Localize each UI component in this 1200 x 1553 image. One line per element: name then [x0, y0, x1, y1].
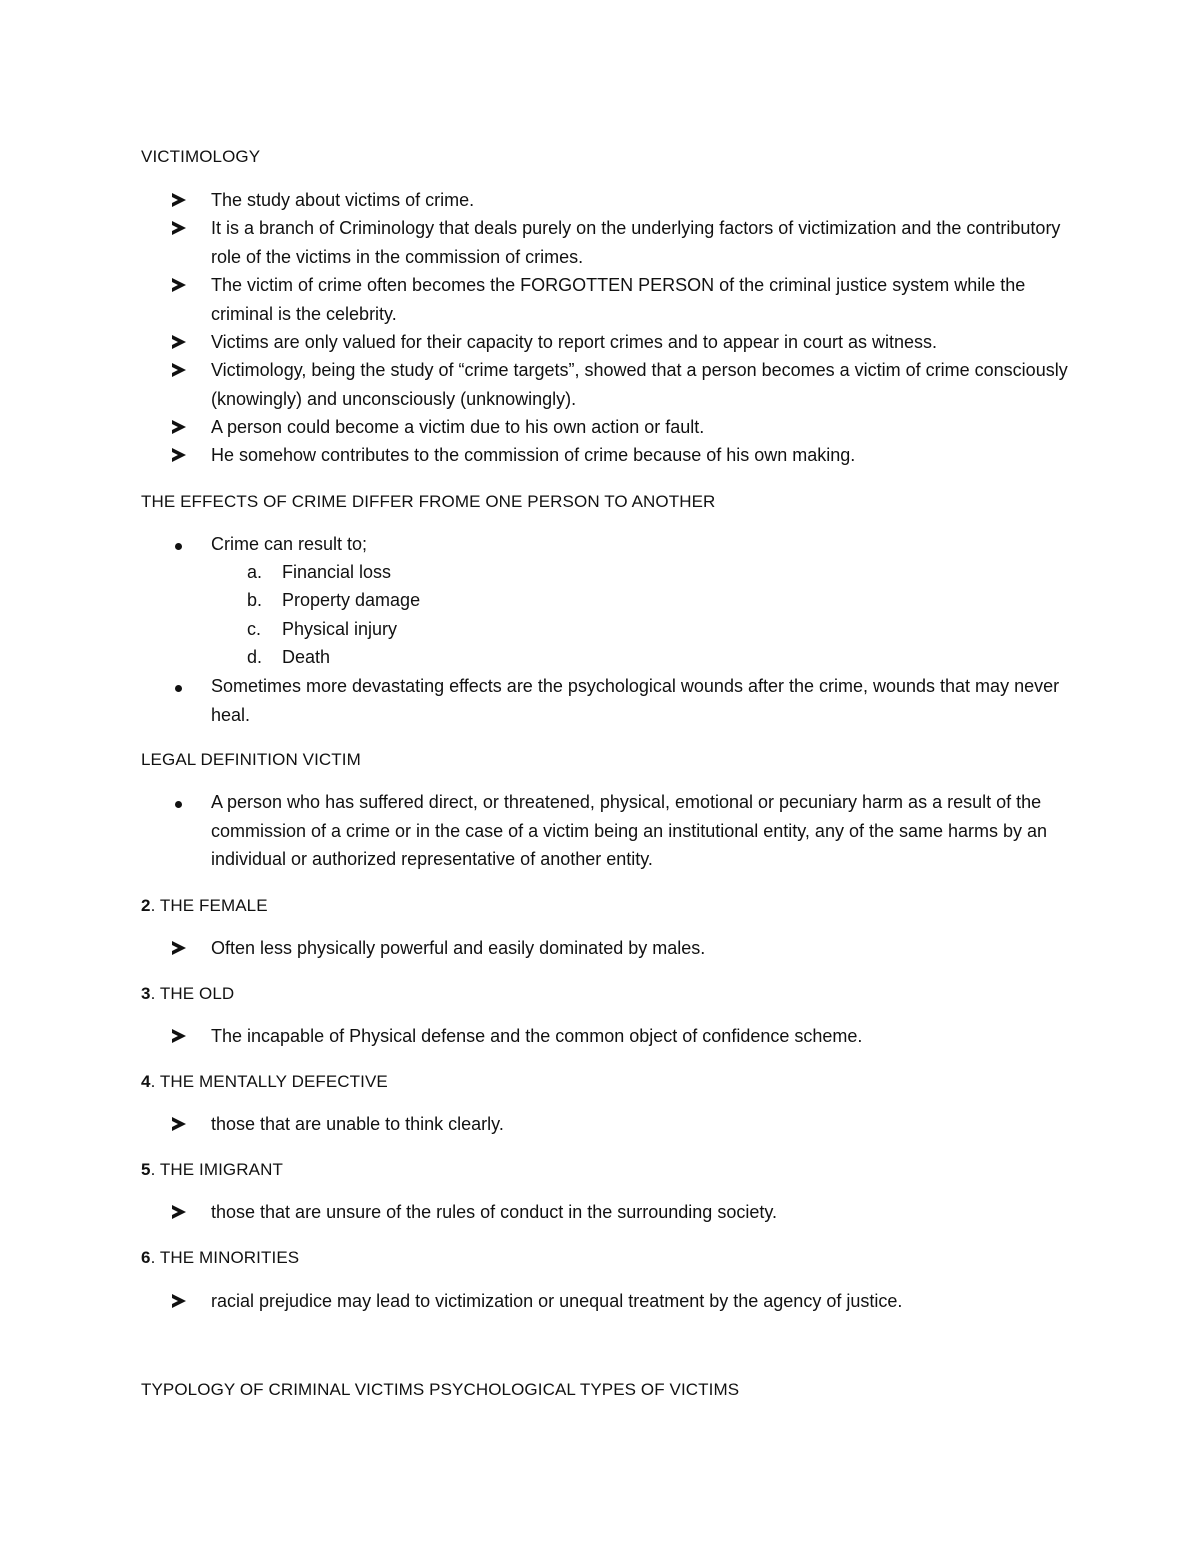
victimology-bullet: He somehow contributes to the commission of crime because of his own making.	[211, 445, 856, 465]
list-marker: b.	[247, 590, 263, 610]
immigrant-text: those that are unsure of the rules of conduct in the surrounding society.	[211, 1202, 778, 1222]
section-heading-female	[141, 896, 268, 916]
victimology-bullet: It is a branch of Criminology that deals purely on the underlying factors of victimization and the contributory role of the victims in the commission of crimes.	[211, 218, 1061, 267]
effects-intro: Crime can result to;	[211, 534, 368, 554]
section-number: 6	[141, 1248, 151, 1267]
list-marker: c.	[247, 619, 262, 639]
section-number: 5	[141, 1160, 151, 1179]
round-bullet-icon	[172, 672, 196, 701]
effects-list-item: Property damage	[282, 590, 421, 610]
arrow-bullet-icon	[172, 214, 196, 244]
round-bullet-icon	[172, 530, 196, 559]
arrow-bullet-icon	[172, 356, 196, 386]
section-title: . THE IMIGRANT	[150, 1160, 283, 1179]
section-title: . THE MINORITIES	[150, 1248, 300, 1267]
victimology-bullet: A person could become a victim due to his own action or fault.	[211, 417, 705, 437]
arrow-bullet-icon	[172, 328, 196, 358]
section-number: 4	[141, 1072, 151, 1091]
female-text: Often less physically powerful and easily dominated by males.	[211, 938, 706, 958]
arrow-bullet-icon	[172, 1198, 196, 1228]
arrow-bullet-icon	[172, 1110, 196, 1140]
arrow-bullet-icon	[172, 186, 196, 216]
section-number: 3	[141, 984, 151, 1003]
section-title: . THE FEMALE	[150, 896, 268, 915]
victimology-bullet: The study about victims of crime.	[211, 190, 475, 210]
section-title: . THE OLD	[150, 984, 235, 1003]
section-heading-effects: THE EFFECTS OF CRIME DIFFER FROME ONE PERSON TO ANOTHER	[141, 492, 716, 511]
arrow-bullet-icon	[172, 1287, 196, 1317]
arrow-bullet-icon	[172, 441, 196, 471]
arrow-bullet-icon	[172, 271, 196, 301]
section-heading-victimology: VICTIMOLOGY	[141, 147, 261, 166]
section-number: 2	[141, 896, 151, 915]
effects-closing: Sometimes more devastating effects are the psychological wounds after the crime, wounds that may never heal.	[211, 676, 1060, 725]
list-marker: a.	[247, 562, 263, 582]
arrow-bullet-icon	[172, 934, 196, 964]
section-heading-old	[141, 984, 234, 1004]
section-heading-typology: TYPOLOGY OF CRIMINAL VICTIMS PSYCHOLOGICAL TYPES OF VICTIMS	[141, 1380, 740, 1399]
effects-list-item: Financial loss	[282, 562, 392, 582]
victimology-bullet: The victim of crime often becomes the FORGOTTEN PERSON of the criminal justice system while the criminal is the celebrity.	[211, 275, 1026, 324]
effects-list-item: Physical injury	[282, 619, 398, 639]
minorities-text: racial prejudice may lead to victimization or unequal treatment by the agency of justice.	[211, 1291, 903, 1311]
legal-definition-text: A person who has suffered direct, or threatened, physical, emotional or pecuniary harm as a result of the commission of a crime or in the case of a victim being an institutional entity, any of the same harms by an individual or authorized representative of another entity.	[211, 792, 1048, 869]
list-marker: d.	[247, 647, 263, 667]
section-heading-minorities	[141, 1248, 299, 1268]
section-heading-legal: LEGAL DEFINITION VICTIM	[141, 750, 361, 769]
section-heading-mental	[141, 1072, 388, 1092]
effects-list-item: Death	[282, 647, 331, 667]
mental-text: those that are unable to think clearly.	[211, 1114, 504, 1134]
arrow-bullet-icon	[172, 413, 196, 443]
victimology-bullet: Victims are only valued for their capacity to report crimes and to appear in court as witness.	[211, 332, 938, 352]
old-text: The incapable of Physical defense and the common object of confidence scheme.	[211, 1026, 863, 1046]
section-title: . THE MENTALLY DEFECTIVE	[150, 1072, 388, 1091]
round-bullet-icon	[172, 788, 196, 817]
victimology-bullet: Victimology, being the study of “crime targets”, showed that a person becomes a victim of crime consciously (knowingly) and unconsciously (unknowingly).	[211, 360, 1068, 409]
section-heading-immigrant	[141, 1160, 283, 1180]
arrow-bullet-icon	[172, 1022, 196, 1052]
